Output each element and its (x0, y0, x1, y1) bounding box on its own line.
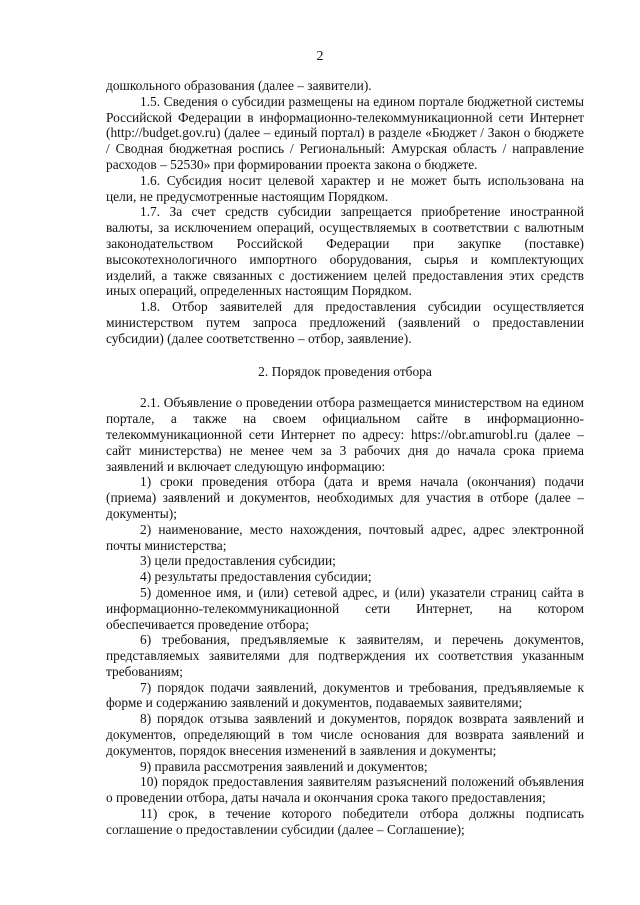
list-item-8: 8) порядок отзыва заявлений и документов, порядок возврата заявлений и документов, определяющий в том числе основания для возврата заявлений и документов, порядок внесения изменений в заявления и документы; (106, 711, 584, 758)
paragraph-2-1: 2.1. Объявление о проведении отбора размещается министерством на едином портале, а также на своем официальном сайте в информационно-телекоммуникационной сети Интернет по адресу: https://obr.amurobl.ru (далее – сайт министерства) не менее чем за 3 рабочих дня до начала срока приема заявлений и включает следующую информацию: (106, 395, 584, 474)
list-item-9: 9) правила рассмотрения заявлений и документов; (140, 758, 428, 774)
section-heading: 2. Порядок проведения отбора (258, 363, 432, 379)
list-item-7: 7) порядок подачи заявлений, документов и требования, предъявляемые к форме и содержанию заявлений и документов, подаваемых заявителями; (106, 679, 584, 711)
document-body (106, 78, 584, 838)
list-item-6: 6) требования, предъявляемые к заявителям, и перечень документов, представляемых заявителями для подтверждения их соответствия указанным требованиям; (106, 632, 584, 679)
list-item-10: 10) порядок предоставления заявителям разъяснений положений объявления о проведении отбора, даты начала и окончания срока такого предоставления; (106, 774, 584, 806)
paragraph-1-6: 1.6. Субсидия носит целевой характер и не может быть использована на цели, не предусмотренные настоящим Порядком. (106, 172, 584, 204)
page-number: 2 (316, 49, 324, 64)
paragraph-continuation: дошкольного образования (далее – заявители). (106, 78, 372, 93)
paragraph-1-5: 1.5. Сведения о субсидии размещены на едином портале бюджетной системы Российской Федерации в информационно-телекоммуникационной сети Интернет (http://budget.gov.ru) (далее – единый портал) в разделе «Бюджет / Закон о бюджете / Сводная бюджетная роспись / Региональный: Амурская область / направление расходов – 52530» при формировании проекта закона о бюджете. (106, 93, 584, 172)
list-item-5: 5) доменное имя, и (или) сетевой адрес, и (или) указатели страниц сайта в информационно-телекоммуникационной сети Интернет, на котором обеспечивается проведение отбора; (106, 584, 584, 632)
paragraph-1-7: 1.7. За счет средств субсидии запрещается приобретение иностранной валюты, за исключением операций, осуществляемых в соответствии с валютным законодательством Российской Федерации при закупке (поставке) высокотехнологичного импортного оборудования, сырья и комплектующих изделий, а также связанных с достижением целей предоставления этих средств иных операций, определенных настоящим Порядком. (106, 204, 584, 299)
list-item-3: 3) цели предоставления субсидии; (140, 553, 336, 569)
list-item-1: 1) сроки проведения отбора (дата и время начала (окончания) подачи (приема) заявлений и документов, необходимых для участия в отборе (далее – документы); (106, 474, 584, 521)
list-item-11: 11) срок, в течение которого победители отбора должны подписать соглашение о предоставлении субсидии (далее – Соглашение); (106, 806, 584, 837)
list-item-4: 4) результаты предоставления субсидии; (140, 569, 372, 585)
list-item-2: 2) наименование, место нахождения, почтовый адрес, адрес электронной почты министерства; (106, 521, 584, 553)
paragraph-1-8: 1.8. Отбор заявителей для предоставления субсидии осуществляется министерством путем запроса предложений (заявлений о предоставлении субсидии) (далее соответственно – отбор, заявление). (106, 299, 584, 346)
